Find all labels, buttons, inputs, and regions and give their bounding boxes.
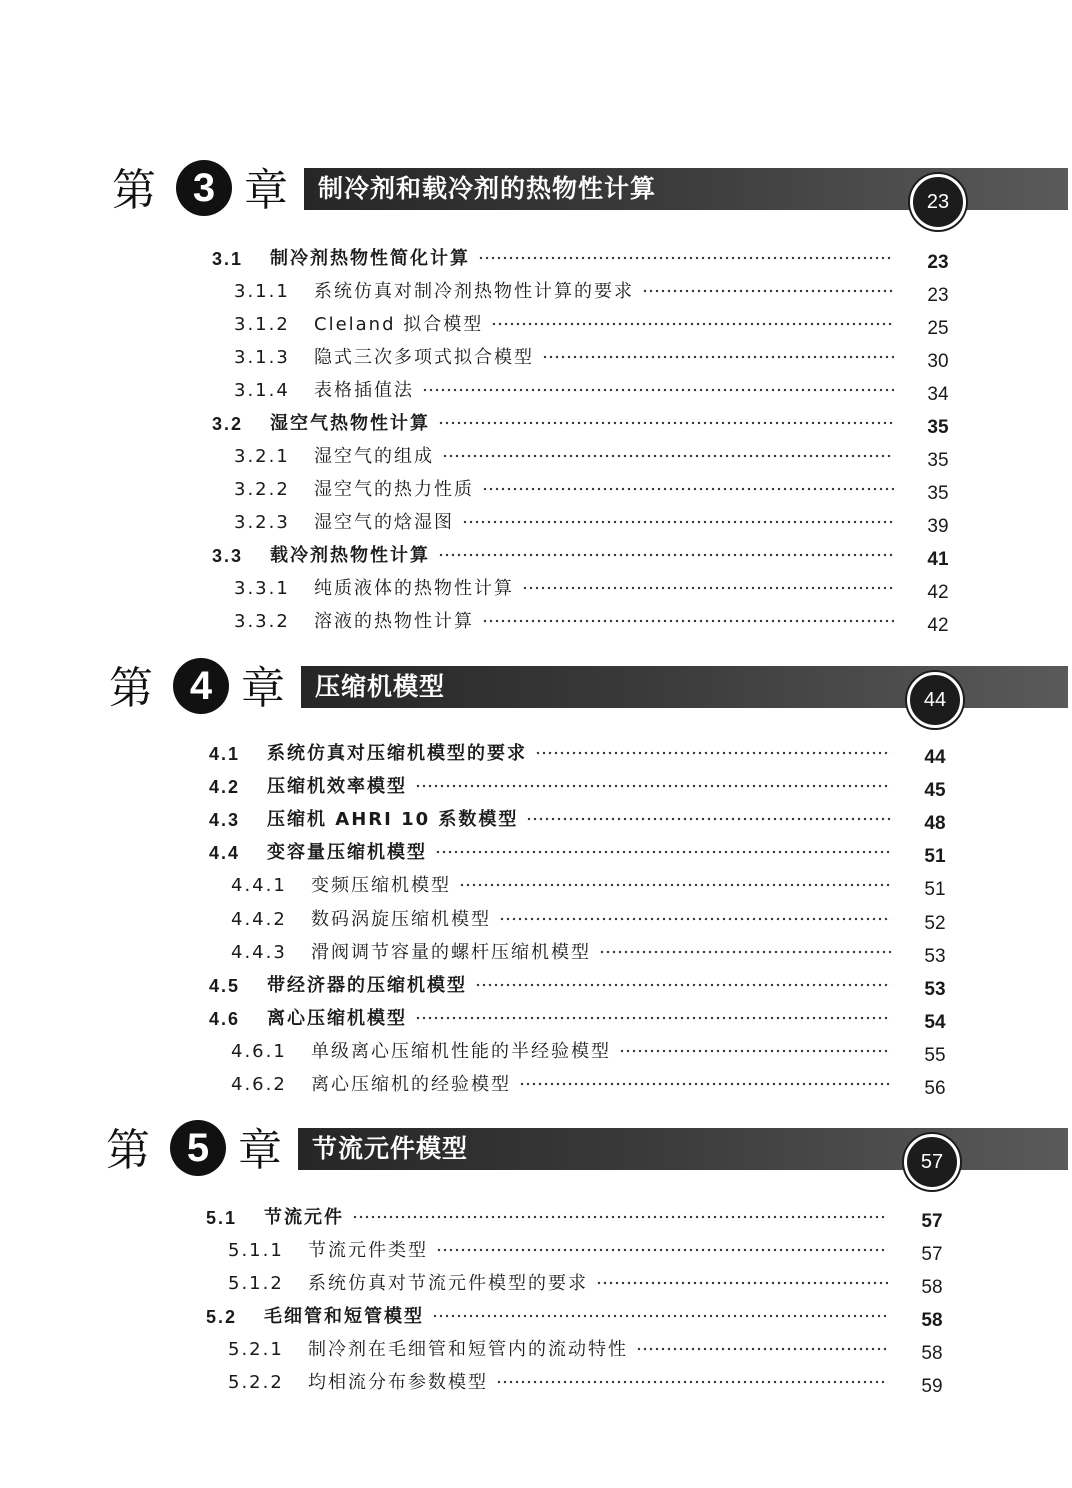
toc-title: 变频压缩机模型	[311, 875, 451, 897]
toc-title: 节流元件类型	[308, 1240, 428, 1261]
toc-title: 压缩机效率模型	[267, 776, 407, 798]
toc-number: 3.2.1	[234, 446, 290, 467]
toc-title: 离心压缩机的经验模型	[311, 1074, 511, 1095]
toc-title: 湿空气热物性计算	[270, 413, 430, 434]
toc-subsection[interactable]	[234, 345, 956, 371]
toc-page-number: 44	[924, 747, 946, 768]
toc-subsection[interactable]	[231, 873, 953, 899]
toc-title: 系统仿真对压缩机模型的要求	[267, 743, 527, 764]
toc-page-number: 59	[921, 1376, 943, 1397]
toc-number: 3.1.3	[234, 347, 290, 368]
toc-page-number: 35	[927, 450, 949, 471]
dot-leader	[442, 454, 894, 458]
chapter-header	[0, 160, 1072, 250]
toc-number: 4.4	[209, 843, 241, 864]
toc-page-number: 58	[921, 1310, 943, 1331]
chapter-page-badge: 57	[904, 1134, 960, 1190]
toc-number: 5.1.1	[228, 1240, 284, 1261]
dot-leader	[526, 817, 891, 821]
dot-leader	[352, 1215, 888, 1219]
chapter-header	[0, 658, 1072, 748]
toc-subsection[interactable]	[228, 1238, 950, 1264]
toc-page-number: 30	[927, 351, 949, 372]
dot-leader	[619, 1049, 891, 1053]
dot-leader	[475, 983, 891, 987]
toc-title: 节流元件	[264, 1207, 344, 1228]
toc-number: 4.4.3	[231, 941, 287, 963]
dot-leader	[482, 487, 894, 491]
toc-title: 单级离心压缩机性能的半经验模型	[311, 1040, 611, 1062]
toc-title: 湿空气的组成	[314, 446, 434, 467]
chapter-title: 压缩机模型	[315, 672, 446, 701]
dot-leader	[499, 917, 891, 921]
toc-section[interactable]	[206, 1304, 950, 1330]
toc-number: 3.3.2	[234, 611, 290, 632]
toc-number: 3.1.4	[234, 380, 290, 401]
dot-leader	[435, 850, 891, 854]
toc-title: 毛细管和短管模型	[264, 1306, 424, 1327]
toc-title: 湿空气的热力性质	[314, 479, 474, 500]
toc-page-number: 56	[924, 1078, 946, 1099]
toc-title: 变容量压缩机模型	[267, 842, 427, 864]
dot-leader	[436, 1248, 888, 1252]
toc-number: 5.2.2	[228, 1372, 284, 1393]
toc-number: 3.1.1	[234, 281, 290, 302]
toc-page-number: 34	[927, 384, 949, 405]
chapter-prefix: 第	[112, 165, 156, 216]
toc-subsection[interactable]	[234, 609, 956, 635]
toc-subsection[interactable]	[234, 378, 956, 404]
toc-title: 滑阀调节容量的螺杆压缩机模型	[311, 941, 591, 963]
toc-subsection[interactable]	[228, 1370, 950, 1396]
toc-page-number: 57	[921, 1211, 943, 1232]
toc-number: 5.2	[206, 1307, 238, 1327]
toc-number: 3.2.3	[234, 512, 290, 533]
toc-page-number: 48	[924, 813, 946, 835]
toc-title: 制冷剂热物性简化计算	[270, 248, 470, 269]
dot-leader	[459, 883, 891, 887]
toc-page-number: 55	[924, 1044, 946, 1066]
toc-title: 载冷剂热物性计算	[270, 545, 430, 566]
toc-subsection[interactable]	[234, 510, 956, 536]
toc-page-number: 58	[921, 1277, 943, 1298]
toc-page-number: 23	[927, 252, 949, 273]
toc-page-number: 42	[927, 615, 949, 636]
toc-number: 3.1	[212, 249, 244, 269]
toc-title: 溶液的热物性计算	[314, 611, 474, 632]
toc-number: 3.1.2	[234, 314, 290, 335]
toc-number: 4.6.2	[231, 1074, 287, 1095]
toc-section[interactable]	[209, 807, 953, 833]
chapter-number-badge: 4	[173, 658, 229, 714]
toc-page-number: 58	[921, 1343, 943, 1364]
toc-page-number: 53	[924, 945, 946, 967]
toc-section[interactable]	[212, 411, 956, 437]
toc-subsection[interactable]	[228, 1337, 950, 1363]
toc-page-number: 35	[927, 417, 949, 438]
toc-page-number: 42	[927, 582, 949, 603]
toc-section[interactable]	[212, 543, 956, 569]
chapter-suffix: 章	[241, 663, 285, 714]
toc-section[interactable]	[209, 741, 953, 767]
toc-title: 隐式三次多项式拟合模型	[314, 347, 534, 368]
chapter-number-badge: 3	[176, 160, 232, 216]
toc-page-number: 53	[924, 978, 946, 1000]
toc-page-number: 41	[927, 549, 949, 570]
toc-number: 4.6.1	[231, 1040, 287, 1062]
dot-leader	[438, 553, 894, 557]
toc-subsection[interactable]	[228, 1271, 950, 1297]
dot-leader	[415, 1016, 891, 1020]
toc-page-number: 45	[924, 780, 946, 802]
toc-title: 带经济器的压缩机模型	[267, 974, 467, 996]
toc-number: 4.4.2	[231, 908, 287, 930]
toc-subsection[interactable]	[234, 576, 956, 602]
dot-leader	[636, 1347, 888, 1351]
toc-subsection[interactable]	[231, 1072, 953, 1098]
toc-number: 3.2	[212, 414, 244, 434]
toc-number: 3.3.1	[234, 578, 290, 599]
chapter-page-badge: 23	[910, 174, 966, 230]
toc-number: 5.1.2	[228, 1273, 284, 1294]
toc-number: 5.2.1	[228, 1339, 284, 1360]
toc-title: 湿空气的焓湿图	[314, 512, 454, 533]
dot-leader	[415, 784, 891, 788]
toc-number: 4.4.1	[231, 875, 287, 897]
dot-leader	[491, 322, 894, 326]
toc-number: 4.2	[209, 777, 241, 798]
chapter-suffix: 章	[238, 1125, 282, 1176]
dot-leader	[496, 1380, 888, 1384]
toc-page-number: 52	[924, 912, 946, 934]
toc-number: 3.2.2	[234, 479, 290, 500]
dot-leader	[596, 1281, 888, 1285]
toc-number: 3.3	[212, 546, 244, 566]
toc-section[interactable]	[209, 840, 953, 866]
toc-subsection[interactable]	[231, 1039, 953, 1065]
toc-subsection[interactable]	[234, 279, 956, 305]
toc-page-number: 54	[924, 1011, 946, 1033]
toc-title: 压缩机 AHRI 10 系数模型	[267, 809, 519, 831]
toc-page-number: 39	[927, 516, 949, 537]
toc-subsection[interactable]	[231, 907, 953, 933]
toc-title: 纯质液体的热物性计算	[314, 578, 514, 599]
dot-leader	[438, 421, 894, 425]
toc-page-number: 57	[921, 1244, 943, 1265]
dot-leader	[642, 289, 894, 293]
toc-page-number: 35	[927, 483, 949, 504]
toc-subsection[interactable]	[234, 444, 956, 470]
toc-title: 系统仿真对节流元件模型的要求	[308, 1273, 588, 1294]
toc-section[interactable]	[212, 246, 956, 272]
dot-leader	[542, 355, 894, 359]
dot-leader	[482, 619, 894, 623]
dot-leader	[432, 1314, 888, 1318]
chapter-title: 制冷剂和载冷剂的热物性计算	[318, 174, 657, 203]
toc-page-number: 23	[927, 285, 949, 306]
dot-leader	[462, 520, 894, 524]
toc-title: Cleland 拟合模型	[314, 314, 484, 335]
dot-leader	[599, 950, 891, 954]
chapter-suffix: 章	[244, 165, 288, 216]
chapter-title: 节流元件模型	[312, 1134, 469, 1163]
toc-title: 表格插值法	[314, 380, 414, 401]
chapter-prefix: 第	[109, 663, 153, 714]
toc-page-number: 51	[924, 846, 946, 868]
toc-section[interactable]	[206, 1205, 950, 1231]
toc-number: 4.6	[209, 1008, 241, 1029]
toc-title: 离心压缩机模型	[267, 1007, 407, 1029]
chapter-page-badge: 44	[907, 672, 963, 728]
toc-number: 4.1	[209, 744, 241, 764]
dot-leader	[519, 1082, 891, 1086]
toc-title: 制冷剂在毛细管和短管内的流动特性	[308, 1339, 628, 1360]
toc-subsection[interactable]	[234, 477, 956, 503]
toc-section[interactable]	[209, 1006, 953, 1032]
toc-subsection[interactable]	[234, 312, 956, 338]
toc-page-number: 51	[924, 879, 946, 901]
toc-subsection[interactable]	[231, 940, 953, 966]
dot-leader	[522, 586, 894, 590]
toc-title: 均相流分布参数模型	[308, 1372, 488, 1393]
chapter-header	[0, 1120, 1072, 1210]
toc-title: 数码涡旋压缩机模型	[311, 908, 491, 930]
dot-leader	[478, 256, 894, 260]
dot-leader	[535, 751, 891, 755]
chapter-prefix: 第	[106, 1125, 150, 1176]
toc-page-number: 25	[927, 318, 949, 339]
dot-leader	[422, 388, 894, 392]
toc-number: 5.1	[206, 1208, 238, 1228]
toc-section[interactable]	[209, 973, 953, 999]
toc-title: 系统仿真对制冷剂热物性计算的要求	[314, 281, 634, 302]
toc-section[interactable]	[209, 774, 953, 800]
toc-number: 4.3	[209, 810, 241, 831]
toc-number: 4.5	[209, 975, 241, 996]
chapter-number-badge: 5	[170, 1120, 226, 1176]
